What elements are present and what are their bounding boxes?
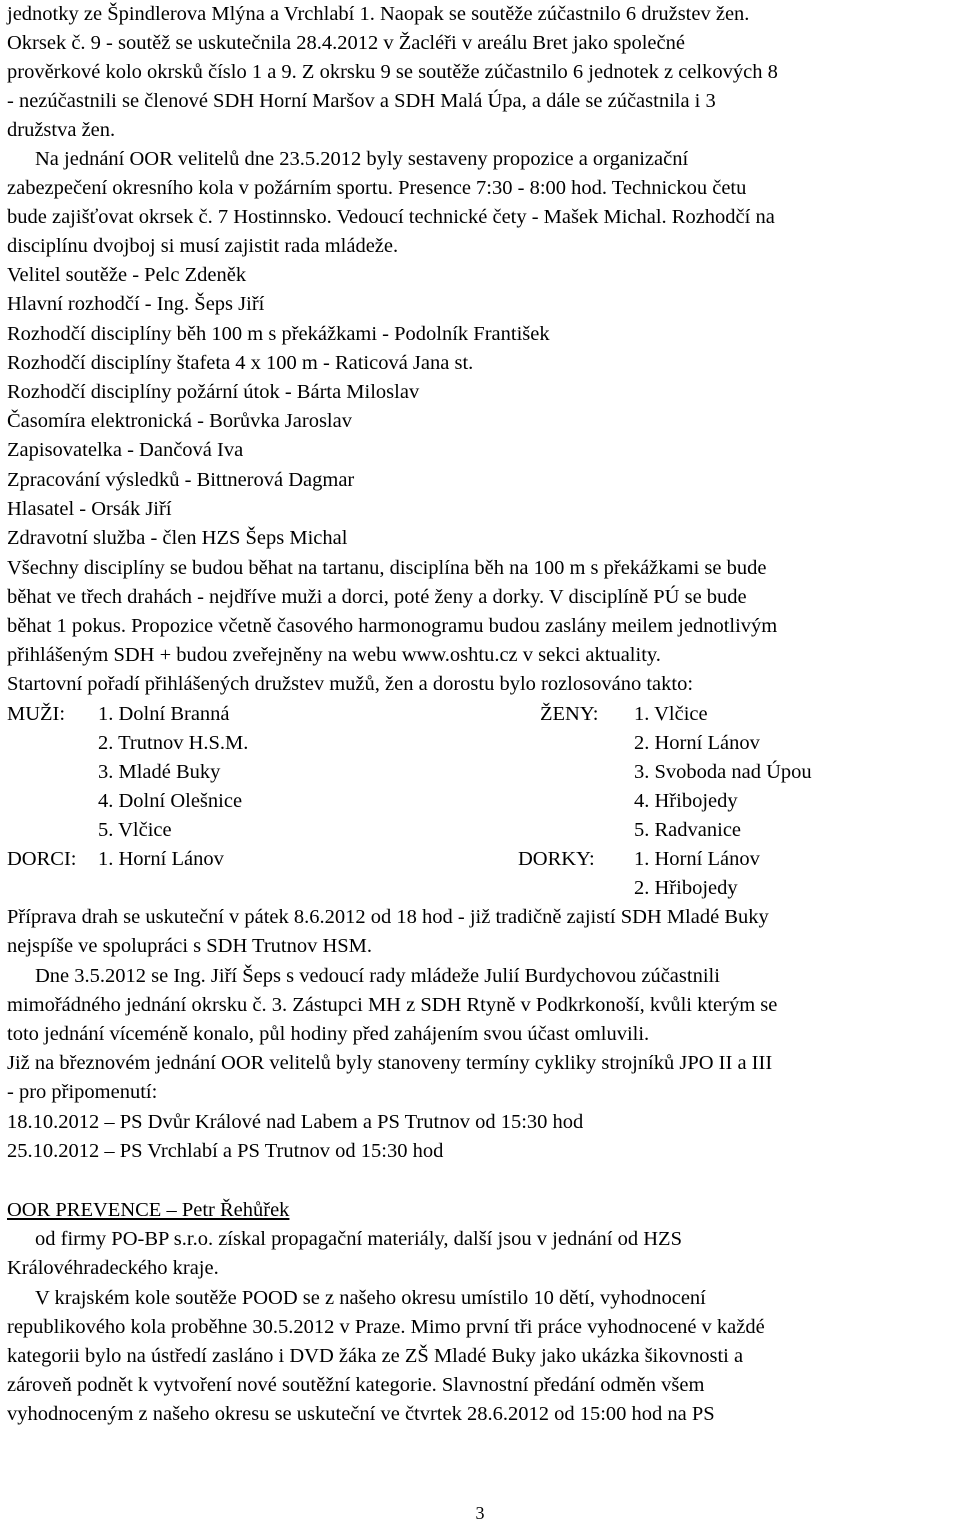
dorci-team: 1. Horní Lánov — [98, 848, 224, 870]
text-line: Všechny disciplíny se budou běhat na tartanu, disciplína běh na 100 m s překážkami se bude — [7, 557, 767, 579]
text-line: Na jednání OOR velitelů dne 23.5.2012 byly sestaveny propozice a organizační — [35, 148, 689, 170]
text-line: vyhodnoceným z našeho okresu se uskuteční ve čtvrtek 28.6.2012 od 15:00 hod na PS — [7, 1403, 715, 1425]
muzi-label: MUŽI: — [7, 703, 66, 725]
text-line: zabezpečení okresního kola v požárním sportu. Presence 7:30 - 8:00 hod. Technickou četu — [7, 177, 747, 199]
text-line: Zapisovatelka - Dančová Iva — [7, 439, 244, 461]
dorky-team: 2. Hřibojedy — [634, 877, 738, 899]
text-line: bude zajišťovat okrsek č. 7 Hostinnsko. Vedoucí technické čety - Mašek Michal. Rozhodčí na — [7, 206, 775, 228]
text-line: Okrsek č. 9 - soutěž se uskutečnila 28.4.2012 v Žacléři v areálu Bret jako společné — [7, 32, 685, 54]
page-number: 3 — [475, 1503, 485, 1523]
zeny-label: ŽENY: — [540, 703, 599, 725]
text-line: Hlavní rozhodčí - Ing. Šeps Jiří — [7, 293, 265, 315]
text-line: disciplínu dvojboj si musí zajistit rada mládeže. — [7, 235, 399, 257]
text-line: družstva žen. — [7, 119, 116, 141]
text-line: Příprava drah se uskuteční v pátek 8.6.2012 od 18 hod - již tradičně zajistí SDH Mladé Buky — [7, 906, 769, 928]
text-line: Dne 3.5.2012 se Ing. Jiří Šeps s vedoucí rady mládeže Julií Burdychovou zúčastnili — [35, 965, 720, 987]
text-line: běhat ve třech drahách - nejdříve muži a dorci, poté ženy a dorky. V disciplíně PÚ se bude — [7, 586, 747, 608]
text-line: běhat 1 pokus. Propozice včetně časového harmonogramu budou zaslány meilem jednotlivým — [7, 615, 778, 637]
text-line: zároveň podnět k vytvoření nové soutěžní kategorie. Slavnostní předání odměn všem — [7, 1374, 705, 1396]
muzi-team: 2. Trutnov H.S.M. — [98, 732, 249, 754]
muzi-team: 3. Mladé Buky — [98, 761, 221, 783]
zeny-team: 1. Vlčice — [634, 703, 708, 725]
text-line: republikového kola proběhne 30.5.2012 v Praze. Mimo první tři práce vyhodnocené v každé — [7, 1316, 765, 1338]
text-line: Rozhodčí disciplíny štafeta 4 x 100 m - Raticová Jana st. — [7, 352, 474, 374]
text-line: jednotky ze Špindlerova Mlýna a Vrchlabí 1. Naopak se soutěže zúčastnilo 6 družstev žen. — [7, 3, 750, 25]
muzi-team: 5. Vlčice — [98, 819, 172, 841]
zeny-team: 5. Radvanice — [634, 819, 742, 841]
text-line: Hlasatel - Orsák Jiří — [7, 498, 172, 520]
text-line: toto jednání víceméně konalo, půl hodiny před zahájením svou účast omluvili. — [7, 1023, 650, 1045]
zeny-team: 4. Hřibojedy — [634, 790, 738, 812]
text-line: V krajském kole soutěže POOD se z našeho okresu umístilo 10 dětí, vyhodnocení — [35, 1287, 706, 1309]
text-line: Rozhodčí disciplíny běh 100 m s překážkami - Podolník František — [7, 323, 550, 345]
text-line: Startovní pořadí přihlášených družstev mužů, žen a dorostu bylo rozlosováno takto: — [7, 673, 694, 695]
dorci-label: DORCI: — [7, 848, 77, 870]
text-line: od firmy PO-BP s.r.o. získal propagační materiály, další jsou v jednání od HZS — [35, 1228, 682, 1250]
text-line: Časomíra elektronická - Borůvka Jaroslav — [7, 410, 352, 432]
text-line: 25.10.2012 – PS Vrchlabí a PS Trutnov od 15:30 hod — [7, 1140, 444, 1162]
zeny-team: 3. Svoboda nad Úpou — [634, 761, 812, 783]
text-line: kategorii bylo na ústředí zasláno i DVD žáka ze ZŠ Mladé Buky jako ukázka šikovnosti a — [7, 1345, 744, 1367]
text-line: Zpracování výsledků - Bittnerová Dagmar — [7, 469, 355, 491]
text-line: Rozhodčí disciplíny požární útok - Bárta Miloslav — [7, 381, 420, 403]
text-line: mimořádného jednání okrsku č. 3. Zástupci MH z SDH Rtyně v Podkrkonoší, kvůli kterým se — [7, 994, 778, 1016]
muzi-team: 4. Dolní Olešnice — [98, 790, 243, 812]
dorky-team: 1. Horní Lánov — [634, 848, 760, 870]
text-line: - pro připomenutí: — [7, 1081, 158, 1103]
zeny-team: 2. Horní Lánov — [634, 732, 760, 754]
text-line: Již na březnovém jednání OOR velitelů byly stanoveny termíny cykliky strojníků JPO II a III — [7, 1052, 773, 1074]
text-line: prověrkové kolo okrsků číslo 1 a 9. Z okrsku 9 se soutěže zúčastnilo 6 jednotek z celkových 8 — [7, 61, 778, 83]
text-line: - nezúčastnili se členové SDH Horní Maršov a SDH Malá Úpa, a dále se zúčastnila i 3 — [7, 90, 716, 112]
text-line: Královéhradeckého kraje. — [7, 1257, 219, 1279]
muzi-team: 1. Dolní Branná — [98, 703, 230, 725]
text-line: nejspíše ve spolupráci s SDH Trutnov HSM. — [7, 935, 373, 957]
text-line: Velitel soutěže - Pelc Zdeněk — [7, 264, 247, 286]
text-line: přihlášeným SDH + budou zveřejněny na webu www.oshtu.cz v sekci aktuality. — [7, 644, 661, 666]
dorky-label: DORKY: — [518, 848, 595, 870]
text-line: 18.10.2012 – PS Dvůr Králové nad Labem a PS Trutnov od 15:30 hod — [7, 1111, 584, 1133]
text-line: Zdravotní služba - člen HZS Šeps Michal — [7, 527, 348, 549]
section-heading: OOR PREVENCE – Petr Řehůřek — [7, 1199, 290, 1221]
